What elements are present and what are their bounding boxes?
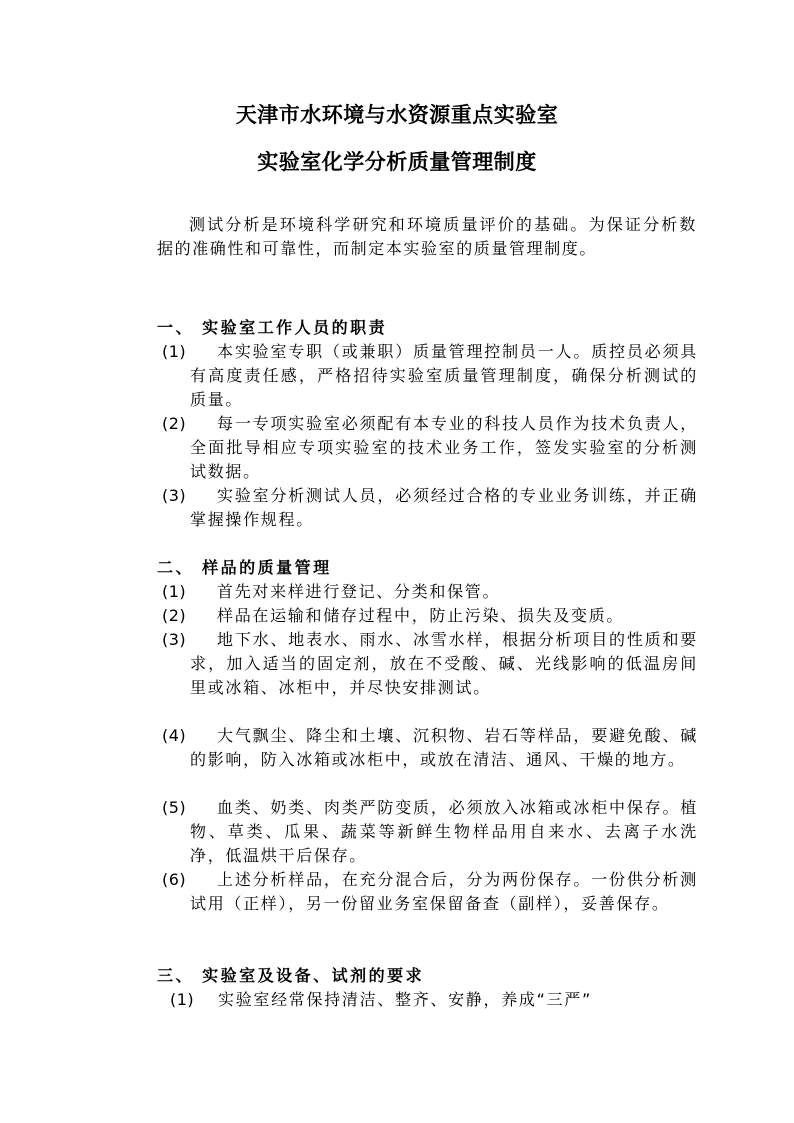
list-item [162,868,698,916]
item-number: (6) [162,870,187,889]
section-heading-2: 二、 样品的质量管理 [157,558,332,577]
item-number: (2) [162,606,187,625]
item-text: 大气飘尘、降尘和土壤、沉积物、岩石等样品，要避免酸、碱的影响，防入冰箱或冰柜中，或放在清洁、通风、干燥的地方。 [190,726,698,769]
item-text: 上述分析样品，在充分混合后，分为两份保存。一份供分析测试用（正样），另一份留业务室保留备查（副样），妥善保存。 [190,870,698,913]
list-item [162,604,698,628]
item-text: 每一专项实验室必须配有本专业的科技人员作为技术负责人，全面批导相应专项实验室的技术业务工作，签发实验室的分析测试数据。 [190,414,698,481]
item-text: 首先对来样进行登记、分类和保管。 [217,582,501,601]
list-item [162,796,698,868]
list-item [162,340,698,412]
item-number: (1) [170,990,195,1009]
item-text: 实验室分析测试人员，必须经过合格的专业业务训练，并正确掌握操作规程。 [190,486,698,529]
item-number: (5) [162,798,187,817]
item-number: (1) [162,582,187,601]
document-title-lab: 天津市水环境与水资源重点实验室 [235,103,559,127]
item-text: 血类、奶类、肉类严防变质，必须放入冰箱或冰柜中保存。植物、草类、瓜果、蔬菜等新鲜生物样品用自来水、去离子水洗净，低温烘干后保存。 [190,798,698,865]
list-item [162,580,698,604]
item-number: (3) [162,630,187,649]
item-number: (4) [162,726,187,745]
item-number: (3) [162,486,187,505]
item-text: 样品在运输和储存过程中，防止污染、损失及变质。 [217,606,625,625]
item-number: (1) [162,342,187,361]
item-text: 本实验室专职（或兼职）质量管理控制员一人。质控员必须具有高度责任感，严格招待实验室质量管理制度，确保分析测试的质量。 [190,342,698,409]
list-item [162,628,698,700]
list-item [162,724,698,772]
item-text: 地下水、地表水、雨水、冰雪水样，根据分析项目的性质和要求，加入适当的固定剂，放在不受酸、碱、光线影响的低温房间里或冰箱、冰柜中，并尽快安排测试。 [190,630,698,697]
item-number: (2) [162,414,187,433]
intro-paragraph: 测试分析是环境科学研究和环境质量评价的基础。为保证分析数据的准确性和可靠性，而制定本实验室的质量管理制度。 [157,215,697,258]
section-heading-3: 三、 实验室及设备、试剂的要求 [157,966,425,985]
item-text: 实验室经常保持清洁、整齐、安静，养成“三严” [218,990,592,1009]
section-heading-1: 一、 实验室工作人员的职责 [157,318,388,337]
list-item [170,988,698,1012]
document-title-policy: 实验室化学分析质量管理制度 [257,150,537,174]
list-item [162,484,698,532]
list-item [162,412,698,484]
